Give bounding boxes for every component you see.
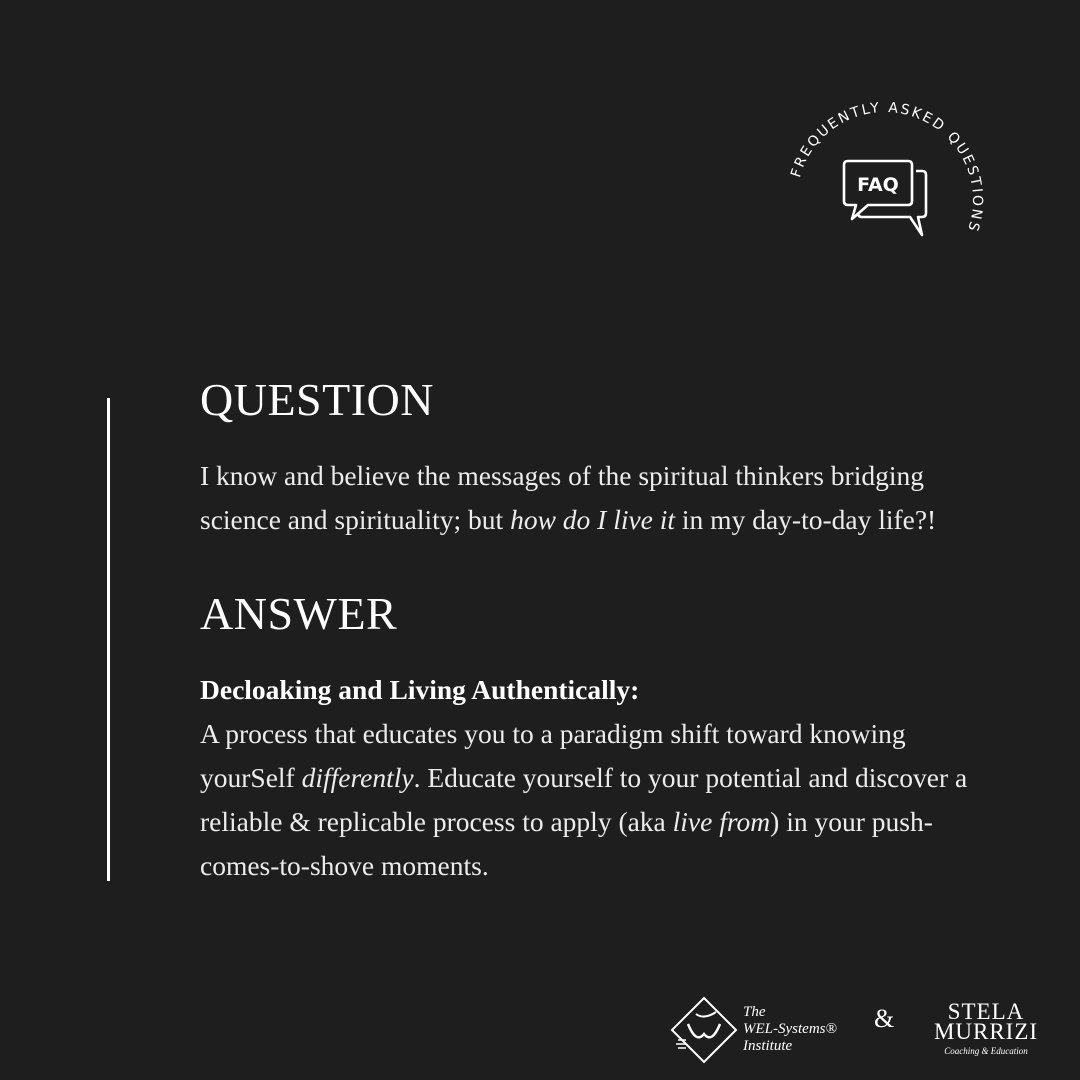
stela-murrizi-logo (926, 999, 1046, 1056)
question-text-italic: how do I live it (510, 504, 676, 535)
question-heading: QUESTION (200, 374, 434, 425)
faq-icon-label: FAQ (857, 174, 899, 196)
question-text-part2: in my day-to-day life?! (675, 504, 937, 535)
answer-lead: Decloaking and Living Authentically: (200, 674, 640, 705)
speech-bubbles-icon (844, 161, 926, 235)
question-text-part1: I know and believe the messages of the spiritual thinkers bridging science and spirituality; but (200, 460, 924, 535)
stela-line-2: MURRIZI (933, 1019, 1039, 1044)
footer-logos (668, 990, 1068, 1070)
answer-text-italic2: live from (672, 806, 771, 837)
answer-text-part1: A process that educates you to a paradigm shift toward knowing yourSelf (200, 718, 906, 793)
answer-text-italic1: differently (301, 762, 414, 793)
wel-systems-logo-text (743, 1004, 837, 1055)
question-text (200, 454, 1000, 542)
answer-heading: ANSWER (200, 588, 398, 639)
stela-line-1: STELA (947, 999, 1025, 1024)
faq-ring-text: FREQUENTLY ASKED QUESTIONS (788, 99, 986, 235)
answer-text-part3: ) in your push-comes-to-shove moments. (200, 806, 933, 881)
answer-text-part2: . Educate yourself to your potential and discover a reliable & replicable process to apply (aka (200, 762, 968, 837)
ampersand: & (874, 1004, 895, 1033)
answer-text (200, 712, 1000, 888)
stela-tagline: Coaching & Education (944, 1046, 1028, 1056)
faq-badge (780, 95, 990, 305)
wel-line-3: Institute (743, 1038, 793, 1054)
wel-systems-logo-icon (668, 994, 740, 1066)
faq-content (200, 372, 1000, 888)
wel-line-1: The (743, 1004, 766, 1020)
wel-line-2: WEL-Systems® (743, 1021, 837, 1037)
vertical-divider (107, 398, 110, 881)
